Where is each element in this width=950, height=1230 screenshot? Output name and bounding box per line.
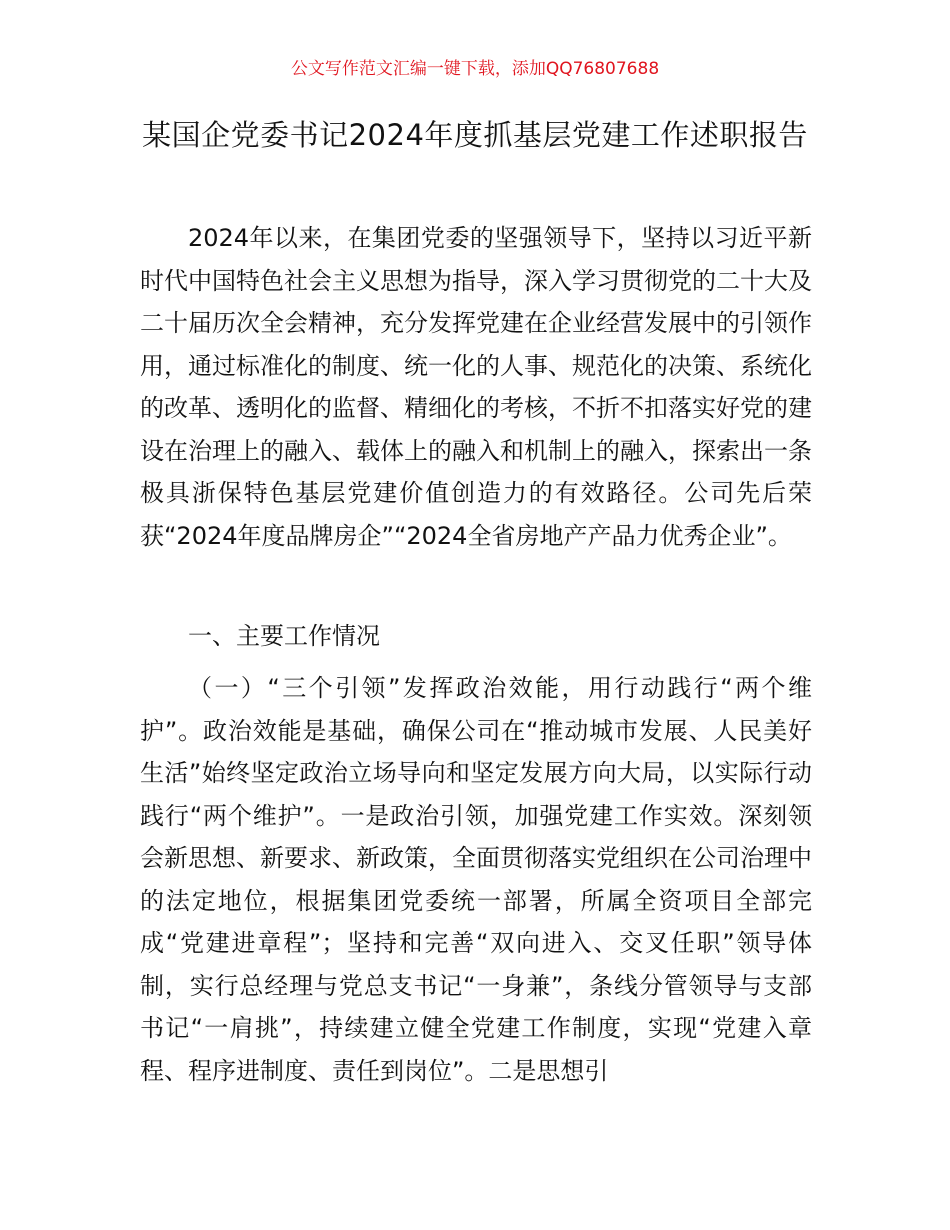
section-heading: 一、主要工作情况	[188, 622, 380, 650]
paragraph-section-1: （一）“三个引领”发挥政治效能，用行动践行“两个维护”。政治效能是基础，确保公司在“推动城市发展、人民美好生活”始终坚定政治立场导向和坚定发展方向大局，以实际行动践行“两个维护”。一是政治引领，加强党建工作实效。深刻领会新思想、新要求、新政策，全面贯彻落实党组织在公司治理中的法定地位，根据集团党委统一部署，所属全资项目全部完成“党建进章程”；坚持和完善“双向进入、交叉任职”领导体制，实行总经理与党总支书记“一身兼”，条线分管领导与支部书记“一肩挑”，持续建立健全党建工作制度，实现“党建入章程、程序进制度、责任到岗位”。二是思想引	[140, 674, 812, 1085]
document-title: 某国企党委书记2024年度抓基层党建工作述职报告	[142, 118, 808, 152]
paragraph-intro: 2024年以来，在集团党委的坚强领导下，坚持以习近平新时代中国特色社会主义思想为指导，深入学习贯彻党的二十大及二十届历次全会精神，充分发挥党建在企业经营发展中的引领作用，通过标准化的制度、统一化的人事、规范化的决策、系统化的改革、透明化的监督、精细化的考核，不折不扣落实好党的建设在治理上的融入、载体上的融入和机制上的融入，探索出一条极具浙保特色基层党建价值创造力的有效路径。公司先后荣获“2024年度品牌房企”“2024全省房地产产品力优秀企业”。	[140, 224, 812, 550]
header-banner: 公文写作范文汇编一键下载，添加QQ76807688	[290, 59, 660, 79]
